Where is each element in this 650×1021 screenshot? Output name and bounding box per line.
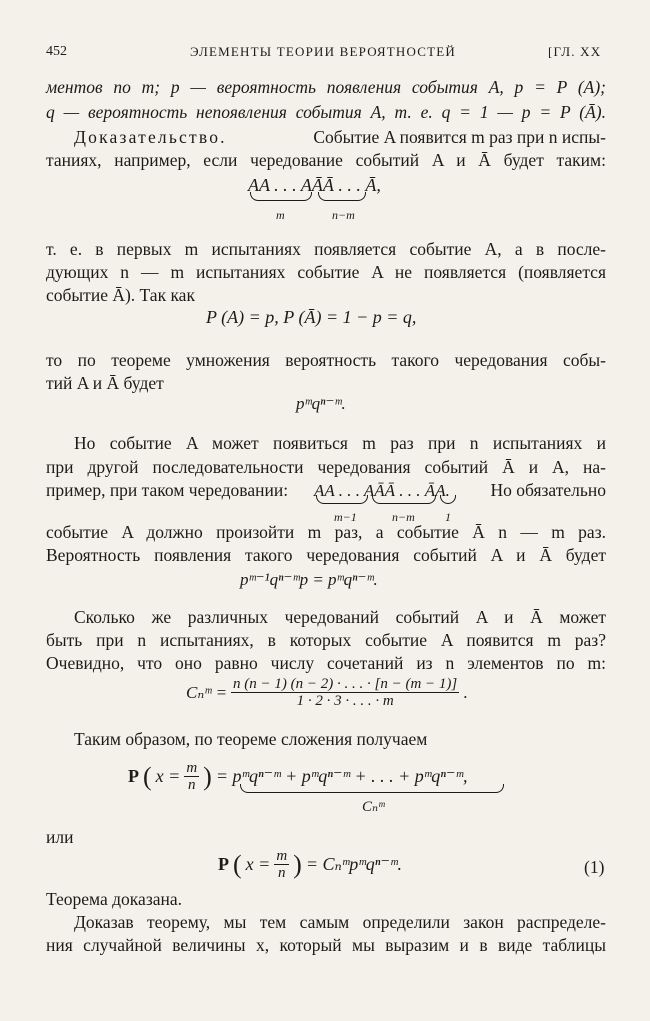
- text-line: Таким образом, по теореме сложения получаем: [74, 729, 428, 749]
- paren-close: ): [203, 762, 212, 791]
- m-over-n: [274, 848, 289, 881]
- text-line: таниях, например, если чередование событий A и Ā будет таким:: [46, 150, 606, 170]
- sum-brace-label: Cₙᵐ: [362, 799, 385, 815]
- text-line: Сколько же различных чередований событий A и Ā может: [74, 607, 606, 627]
- prob-symbol: P: [218, 854, 229, 874]
- text-fragment: Событие A появится m раз при n испы-: [313, 127, 606, 147]
- text-line: Очевидно, что оно равно числу сочетаний из n элементов по m:: [46, 653, 606, 673]
- sum-rhs: = pᵐqⁿ⁻ᵐ + pᵐqⁿ⁻ᵐ + . . . + pᵐqⁿ⁻ᵐ,: [215, 766, 468, 786]
- text-line: событие A должно произойти m раз, а событие Ā n — m раз.: [46, 522, 606, 542]
- text-line: т. е. в первых m испытаниях появляется событие A, а в после-: [46, 239, 606, 259]
- text-line: ния случайной величины x, который мы выразим и в виде таблицы: [46, 935, 606, 955]
- fraction-numerator: n (n − 1) (n − 2) · . . . · [n − (m − 1)]: [233, 676, 458, 692]
- brace-1: [440, 495, 456, 504]
- text-fragment: Но обязательно: [490, 480, 606, 500]
- paren-open: (: [233, 850, 242, 879]
- combinations-fraction: [231, 676, 459, 709]
- text-line: при другой последовательности чередования событий Ā и A, на-: [46, 457, 606, 477]
- text-line: ментов по m; p — вероятность появления события A, p = P (A);: [46, 77, 606, 97]
- final-rhs: = Cₙᵐpᵐqⁿ⁻ᵐ.: [305, 854, 402, 874]
- sequence-formula: AA . . . AĀĀ . . . Ā,: [248, 175, 381, 195]
- frac-num: m: [186, 760, 198, 776]
- brace-m-1: [316, 495, 368, 504]
- combinations-lhs: Cₙᵐ =: [186, 683, 228, 702]
- x-var: x =: [245, 854, 271, 874]
- equation-number: (1): [584, 857, 605, 877]
- brace-m: [250, 192, 312, 201]
- brace-label-n-m: n−m: [332, 208, 355, 222]
- text-fragment: пример, при таком чередовании:: [46, 480, 289, 500]
- m-over-n: [184, 760, 199, 793]
- x-var: x =: [155, 766, 181, 786]
- frac-num: m: [276, 848, 288, 864]
- paren-open: (: [143, 762, 152, 791]
- probability-formula: P (A) = p, P (Ā) = 1 − p = q,: [206, 307, 417, 327]
- brace-label-n-m-2: n−m: [392, 510, 415, 524]
- sum-brace: [240, 784, 504, 793]
- running-title: ЭЛЕМЕНТЫ ТЕОРИИ ВЕРОЯТНОСТЕЙ: [190, 44, 457, 59]
- sequence-formula-2: AA . . . AĀĀ . . . ĀA.: [314, 481, 450, 500]
- text-line: Теорема доказана.: [46, 889, 183, 909]
- product-formula: pᵐqⁿ⁻ᵐ.: [296, 394, 346, 413]
- prob-symbol: P: [128, 766, 139, 786]
- fraction-denominator: 1 · 2 · 3 · . . . · m: [296, 693, 394, 709]
- text-line: q — вероятность непоявления события A, т. е. q = 1 — p = P (Ā).: [46, 102, 606, 122]
- combinations-formula: [186, 676, 468, 709]
- text-line: дующих n — m испытаниях событие A не появляется (появляется: [46, 262, 606, 282]
- brace-label-1: 1: [445, 510, 451, 524]
- page-number: 452: [46, 44, 67, 59]
- brace-n-m-2: [372, 495, 436, 504]
- frac-den: n: [277, 865, 286, 881]
- text-line: то по теореме умножения вероятность такого чередования собы-: [46, 350, 606, 370]
- text-line: Доказав теорему, мы тем самым определили закон распределе-: [74, 912, 606, 932]
- paren-close: ): [293, 850, 302, 879]
- brace-label-m-1: m−1: [334, 510, 357, 524]
- frac-den: n: [187, 777, 196, 793]
- chapter-label: [ГЛ. XX: [548, 44, 602, 59]
- text-line: быть при n испытаниях, в которых событие A появится m раз?: [46, 630, 606, 650]
- proof-line: [74, 126, 606, 149]
- brace-n-m: [318, 192, 366, 201]
- period: .: [463, 683, 468, 702]
- text-line: событие Ā). Так как: [46, 285, 195, 305]
- text-line: Но событие A может появиться m раз при n испытаниях и: [74, 433, 606, 453]
- text-line: Вероятность появления такого чередования событий A и Ā будет: [46, 545, 606, 565]
- text-line: тий A и Ā будет: [46, 373, 164, 393]
- final-formula: [218, 848, 402, 881]
- proof-heading: Доказательство.: [74, 127, 227, 147]
- brace-label-m: m: [276, 208, 285, 222]
- product-formula-2: pᵐ⁻¹qⁿ⁻ᵐp = pᵐqⁿ⁻ᵐ.: [240, 570, 378, 589]
- text-line: или: [46, 827, 74, 847]
